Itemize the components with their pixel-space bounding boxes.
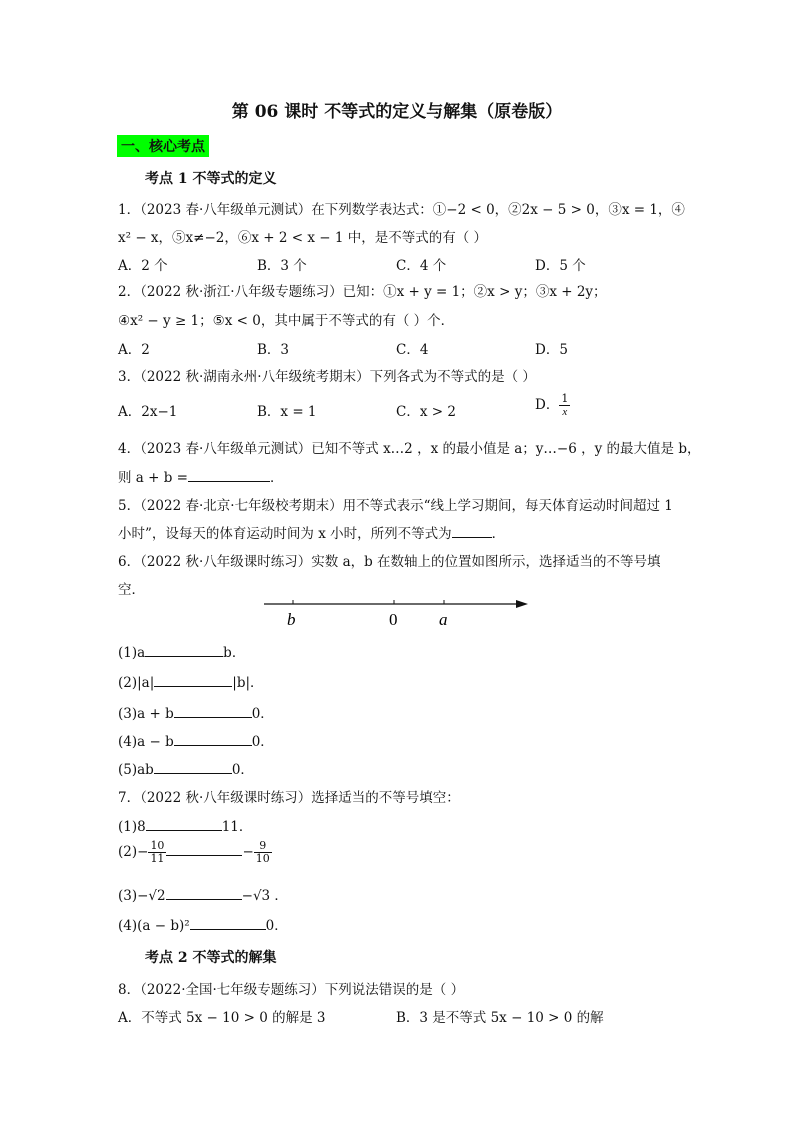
q7-sub1-lhs: (1)8 <box>118 819 146 835</box>
q8-option-a: A．不等式 5x − 10 > 0 的解是 3 <box>118 1010 326 1026</box>
q6-sub5-rhs: 0． <box>231 762 254 778</box>
q1-option-c: C．4 个 <box>396 258 447 274</box>
q5-line2-end: ． <box>491 526 506 542</box>
q7-sub3 <box>118 884 288 904</box>
axis-label-zero: 0 <box>389 610 398 629</box>
q2-line1: 2．（2022 秋·浙江·八年级专题练习）已知：①x + y = 1；②x > y；③x + 2y； <box>118 284 607 300</box>
axis-label-a: a <box>439 610 448 629</box>
q7-sub4-rhs: 0． <box>265 918 288 934</box>
q1-option-b: B．3 个 <box>257 258 307 274</box>
number-line-figure <box>262 595 532 635</box>
topic-heading-2: 考点 2 不等式的解集 <box>145 950 277 966</box>
q6-line2: 空． <box>118 582 145 598</box>
q2-option-c: C．4 <box>396 342 429 358</box>
q5-line2-text: 小时”，设每天的体育运动时间为 x 小时，所列不等式为 <box>118 526 452 542</box>
q2-option-b: B．3 <box>257 342 290 358</box>
q6-sub4-lhs: (4)a − b <box>118 734 174 750</box>
q2-option-d: D．5 <box>535 342 568 358</box>
q6-sub3-rhs: 0． <box>251 706 274 722</box>
q5-line2 <box>118 522 505 542</box>
q4-line1: 4．（2023 春·八年级单元测试）已知不等式 x…2 ，x 的最小值是 a；y…−6 ，y 的最大值是 b， <box>118 441 701 457</box>
q2-option-a: A．2 <box>118 342 150 358</box>
q8-option-b: B．3 是不等式 5x − 10 > 0 的解 <box>396 1010 604 1026</box>
axis-label-b: b <box>287 610 296 629</box>
q6-sub4-rhs: 0． <box>251 734 274 750</box>
q7-sub4-blank[interactable] <box>190 917 266 930</box>
q1-line2: x² − x，⑤x≠−2，⑥x + 2 < x − 1 中，是不等式的有（ ） <box>118 230 488 246</box>
q6-sub2-rhs: |b|． <box>232 675 264 691</box>
q8-line1: 8．（2022·全国·七年级专题练习）下列说法错误的是（ ） <box>118 982 465 998</box>
q4-line2 <box>118 466 283 486</box>
section-heading: 一、核心考点 <box>117 135 209 157</box>
q7-sub2-minus: − <box>242 844 254 860</box>
q6-sub2 <box>118 671 264 691</box>
page-title: 第 06 课时 不等式的定义与解集（原卷版） <box>231 102 563 122</box>
q6-sub1-rhs: b． <box>223 645 246 661</box>
fraction-numerator: 1 <box>561 392 569 405</box>
q3-option-d <box>535 393 570 418</box>
q5-line1: 5．（2022 春·北京·七年级校考期末）用不等式表示“线上学习期间，每天体育运动时间超过 1 <box>118 498 673 514</box>
q7-sub2-lhs: (2)− <box>118 844 149 860</box>
q7-sub1-rhs: 11． <box>221 819 253 835</box>
q6-sub2-lhs: (2)|a| <box>118 675 155 691</box>
q5-answer-blank[interactable] <box>452 525 492 538</box>
q6-sub5-lhs: (5)ab <box>118 762 154 778</box>
q3-option-a: A．2x−1 <box>118 404 178 420</box>
q6-sub4 <box>118 730 274 750</box>
q7-sub3-blank[interactable] <box>166 887 242 900</box>
q4-line2-end: ． <box>269 470 284 486</box>
q6-sub5 <box>118 758 254 778</box>
q7-sub3-rhs: −√3 ． <box>241 888 288 904</box>
fraction-denominator: 10 <box>255 852 270 865</box>
fraction-denominator: 11 <box>150 852 165 865</box>
q1-option-a: A．2 个 <box>118 258 168 274</box>
q3-option-d-fraction <box>559 393 570 418</box>
fraction-denominator: x <box>562 406 568 418</box>
q7-sub2-blank[interactable] <box>166 843 242 856</box>
q6-line1: 6．（2022 秋·八年级课时练习）实数 a，b 在数轴上的位置如图所示，选择适当的不等号填 <box>118 554 661 570</box>
topic-heading-1: 考点 1 不等式的定义 <box>145 171 277 187</box>
q4-answer-blank[interactable] <box>188 469 270 482</box>
q6-sub1-lhs: (1)a <box>118 645 146 661</box>
q6-sub1-blank[interactable] <box>145 644 223 657</box>
q6-sub5-blank[interactable] <box>154 761 232 774</box>
q6-sub3 <box>118 702 274 722</box>
q7-line1: 7．（2022 秋·八年级课时练习）选择适当的不等号填空： <box>118 790 460 806</box>
q7-sub3-lhs: (3)−√2 <box>118 888 166 904</box>
q1-option-d: D．5 个 <box>535 258 586 274</box>
q6-sub3-lhs: (3)a + b <box>118 706 174 722</box>
q7-sub1 <box>118 815 252 835</box>
q4-line2-text: 则 a + b = <box>118 470 188 486</box>
q6-sub1 <box>118 641 245 661</box>
q6-sub2-blank[interactable] <box>154 674 232 687</box>
q7-sub2-fraction2 <box>254 840 272 865</box>
q1-line1: 1．（2023 春·八年级单元测试）在下列数学表达式：①−2 < 0，②2x − 5 > 0，③x = 1，④ <box>118 202 685 218</box>
q7-sub2 <box>118 840 272 865</box>
q6-sub3-blank[interactable] <box>174 705 252 718</box>
q7-sub2-fraction1 <box>148 840 166 865</box>
fraction-numerator: 10 <box>150 839 165 852</box>
q3-line1: 3．（2022 秋·湖南永州·八年级统考期末）下列各式为不等式的是（ ） <box>118 369 536 385</box>
q3-option-c: C．x > 2 <box>396 404 456 420</box>
number-line-arrow <box>516 600 528 608</box>
q3-option-d-label: D． <box>535 397 560 413</box>
q2-line2: ④x² − y ≥ 1；⑤x < 0，其中属于不等式的有（ ）个． <box>118 313 455 329</box>
q3-option-b: B．x = 1 <box>257 404 317 420</box>
fraction-numerator: 9 <box>254 840 272 853</box>
q7-sub1-blank[interactable] <box>146 818 222 831</box>
q6-sub4-blank[interactable] <box>174 733 252 746</box>
q7-sub4 <box>118 914 288 934</box>
q7-sub4-lhs: (4)(a − b)² <box>118 918 190 934</box>
